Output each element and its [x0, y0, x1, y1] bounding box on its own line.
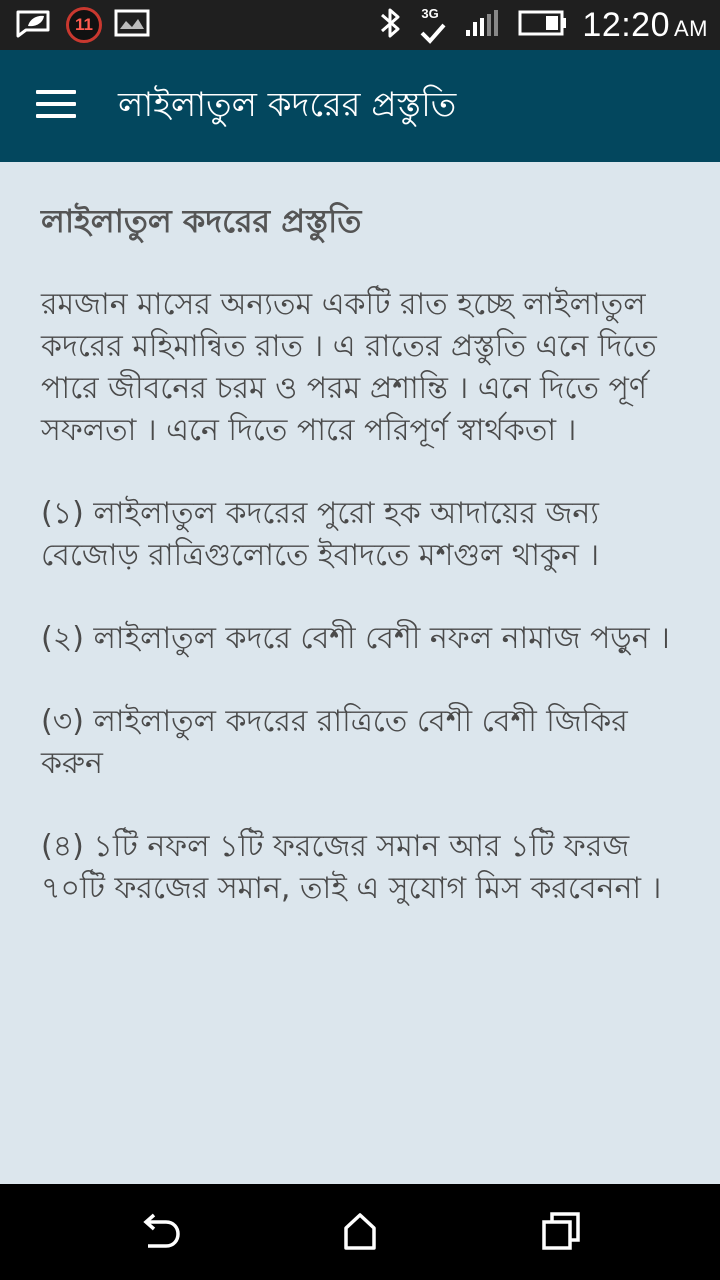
- article-point-4: (৪) ১টি নফল ১টি ফরজের সমান আর ১টি ফরজ ৭০টি ফরজের সমান, তাই এ সুযোগ মিস করবেননা ।: [41, 829, 662, 906]
- article-heading: লাইলাতুল কদরের প্রস্তুতি: [41, 202, 362, 240]
- home-icon[interactable]: [334, 1206, 386, 1258]
- status-bar-system: [378, 0, 708, 50]
- article-point-1: (১) লাইলাতুল কদরের পুরো হক আদায়ের জন্য বেজোড় রাত্রিগুলোতে ইবাদতে মশগুল থাকুন ।: [41, 496, 600, 573]
- status-bar-notifications: [12, 6, 150, 44]
- article-point-2: (২) লাইলাতুল কদরে বেশী বেশী নফল নামাজ পড়ুন ।: [41, 621, 670, 656]
- article-paragraph: রমজান মাসের অন্যতম একটি রাত হচ্ছে লাইলাতুল কদরের মহিমান্বিত রাত । এ রাতের প্রস্তুতি এনে দিতে পারে জীবনের চরম ও পরম প্রশান্তি । এনে দিতে পূর্ণ সফলতা । এনে দিতে পারে পরিপূর্ণ স্বার্থকতা ।: [41, 287, 657, 448]
- app-bar: [0, 50, 720, 162]
- notification-count-badge: 11: [66, 7, 102, 43]
- leaf-message-icon: [12, 8, 54, 42]
- signal-strength-icon: [464, 8, 504, 42]
- network-type-label: 3G: [421, 6, 439, 21]
- network-3g-icon: [416, 5, 450, 45]
- battery-icon: [518, 9, 568, 41]
- hamburger-menu-icon[interactable]: [36, 90, 76, 120]
- status-bar-clock: [582, 6, 708, 45]
- bluetooth-icon: [378, 5, 402, 45]
- status-bar: [0, 0, 720, 50]
- article-content: [41, 196, 691, 951]
- clock-ampm: AM: [674, 15, 708, 41]
- system-nav-bar: [0, 1184, 720, 1280]
- app-bar-title: লাইলাতুল কদরের প্রস্তুতি: [118, 85, 457, 125]
- article-point-3: (৩) লাইলাতুল কদরের রাত্রিতে বেশী বেশী জিকির করুন: [41, 704, 628, 781]
- clock-time: 12:20: [582, 5, 670, 44]
- image-icon: [114, 9, 150, 41]
- recent-apps-icon[interactable]: [534, 1206, 586, 1258]
- back-icon[interactable]: [134, 1206, 186, 1258]
